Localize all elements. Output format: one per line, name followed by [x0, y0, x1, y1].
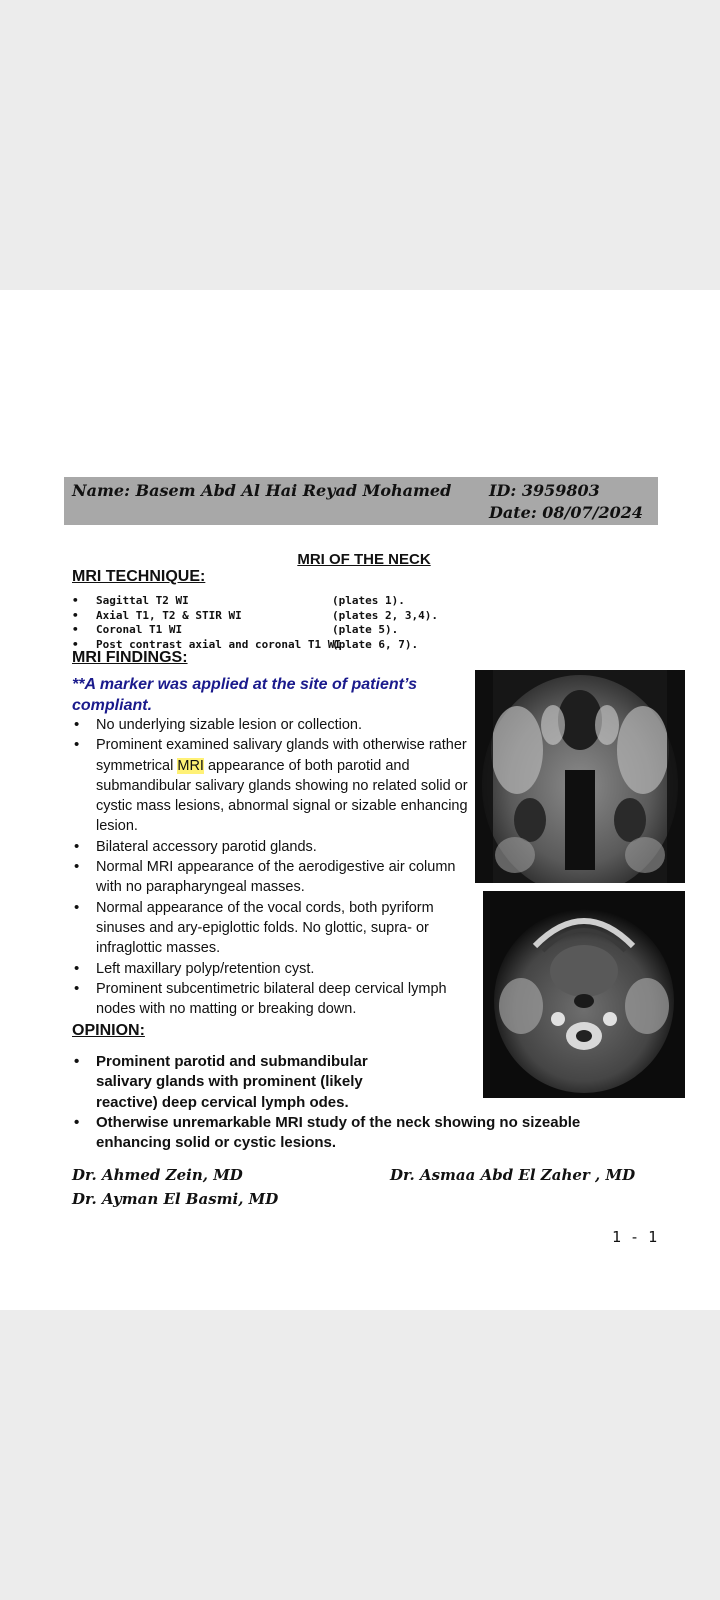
patient-id: ID: 3959803	[489, 481, 600, 500]
finding-item: • No underlying sizable lesion or collection.	[72, 715, 482, 735]
report-title-row	[0, 551, 720, 569]
page-number: 1 - 1	[612, 1228, 658, 1246]
opinion-item: • Otherwise unremarkable MRI study of the neck showing no sizeable enhancing solid or cystic lesions.	[72, 1113, 612, 1154]
mri-coronal-graphic	[475, 670, 685, 883]
mri-coronal-image	[475, 670, 685, 883]
findings-heading: MRI FINDINGS:	[72, 649, 188, 666]
report-title: MRI OF THE NECK	[297, 551, 431, 568]
finding-item: • Normal MRI appearance of the aerodigestive air column with no parapharyngeal masses.	[72, 857, 482, 898]
highlighted-word: MRI	[177, 757, 204, 774]
report-page: Name: Basem Abd Al Hai Reyad Mohamed ID: 3959803 Date: 08/07/2024 MRI OF THE NECK MRI TECHNIQUE: • Sagittal T2 WI (plates 1). • Axial T1, T2 & STIR WI (plates 2, 3,4). • Coronal T1 WI (plate 5). • Post contrast axial and coronal T1 WI (plate 6, 7). MRI FINDINGS: **A marker was applied at the site of patient’s compliant. • No underlying sizable lesion or collection. • Prominent examined salivary glands with otherwise rather symmetrical MRI appearance of both parotid and submandibular salivary glands showing no related solid or cystic mass lesions, abnormal signal or sizable enhancing lesion. • Bilateral accessory parotid glands. • Normal MRI appearance of the aerodigestive air column with no parapharyngeal masses. • Normal appearance of the vocal cords, both pyriform sinuses and ary-epiglottic folds. No glottic, supra- or infraglottic masses. • Left maxillary polyp/retention cyst. • Prominent subcentimetric bilateral deep cervical lymph nodes with no matting or breaking down. OPINION: • Prominent parotid and submandibular salivary glands with prominent (likely reactive) deep cervical lymph odes. • Otherwise unremarkable MRI study of the neck showing no sizeable enhancing solid or cystic lesions. Dr. Ahmed Zein, MD Dr. Ayman El Basmi, MD Dr. Asmaa Abd El Zaher , MD 1 - 1	[0, 290, 720, 1310]
finding-item: • Left maxillary polyp/retention cyst.	[72, 959, 482, 979]
signature-left-2: Dr. Ayman El Basmi, MD	[72, 1190, 279, 1208]
finding-item: • Prominent examined salivary glands with otherwise rather symmetrical MRI appearance of both parotid and submandibular salivary glands showing no related solid or cystic mass lesions, abnormal signal or sizable enhancing lesion.	[72, 735, 482, 836]
signature-left-1: Dr. Ahmed Zein, MD	[72, 1166, 243, 1184]
opinion-heading: OPINION:	[72, 1022, 145, 1039]
signature-right: Dr. Asmaa Abd El Zaher , MD	[390, 1166, 636, 1184]
finding-item: • Prominent subcentimetric bilateral deep cervical lymph nodes with no matting or breaking down.	[72, 979, 482, 1020]
technique-heading: MRI TECHNIQUE:	[72, 568, 206, 585]
patient-header	[64, 477, 658, 525]
opinion-list	[72, 1052, 612, 1153]
finding-item: • Normal appearance of the vocal cords, both pyriform sinuses and ary-epiglottic folds. No glottic, supra- or infraglottic masses.	[72, 898, 482, 959]
study-date: Date: 08/07/2024	[489, 503, 644, 522]
opinion-item: • Prominent parotid and submandibular salivary glands with prominent (likely reactive) deep cervical lymph odes.	[72, 1052, 426, 1113]
patient-name: Name: Basem Abd Al Hai Reyad Mohamed	[72, 481, 452, 500]
findings-list	[72, 715, 482, 1019]
marker-note: **A marker was applied at the site of patient’s compliant.	[72, 676, 417, 714]
finding-item: • Bilateral accessory parotid glands.	[72, 837, 482, 857]
